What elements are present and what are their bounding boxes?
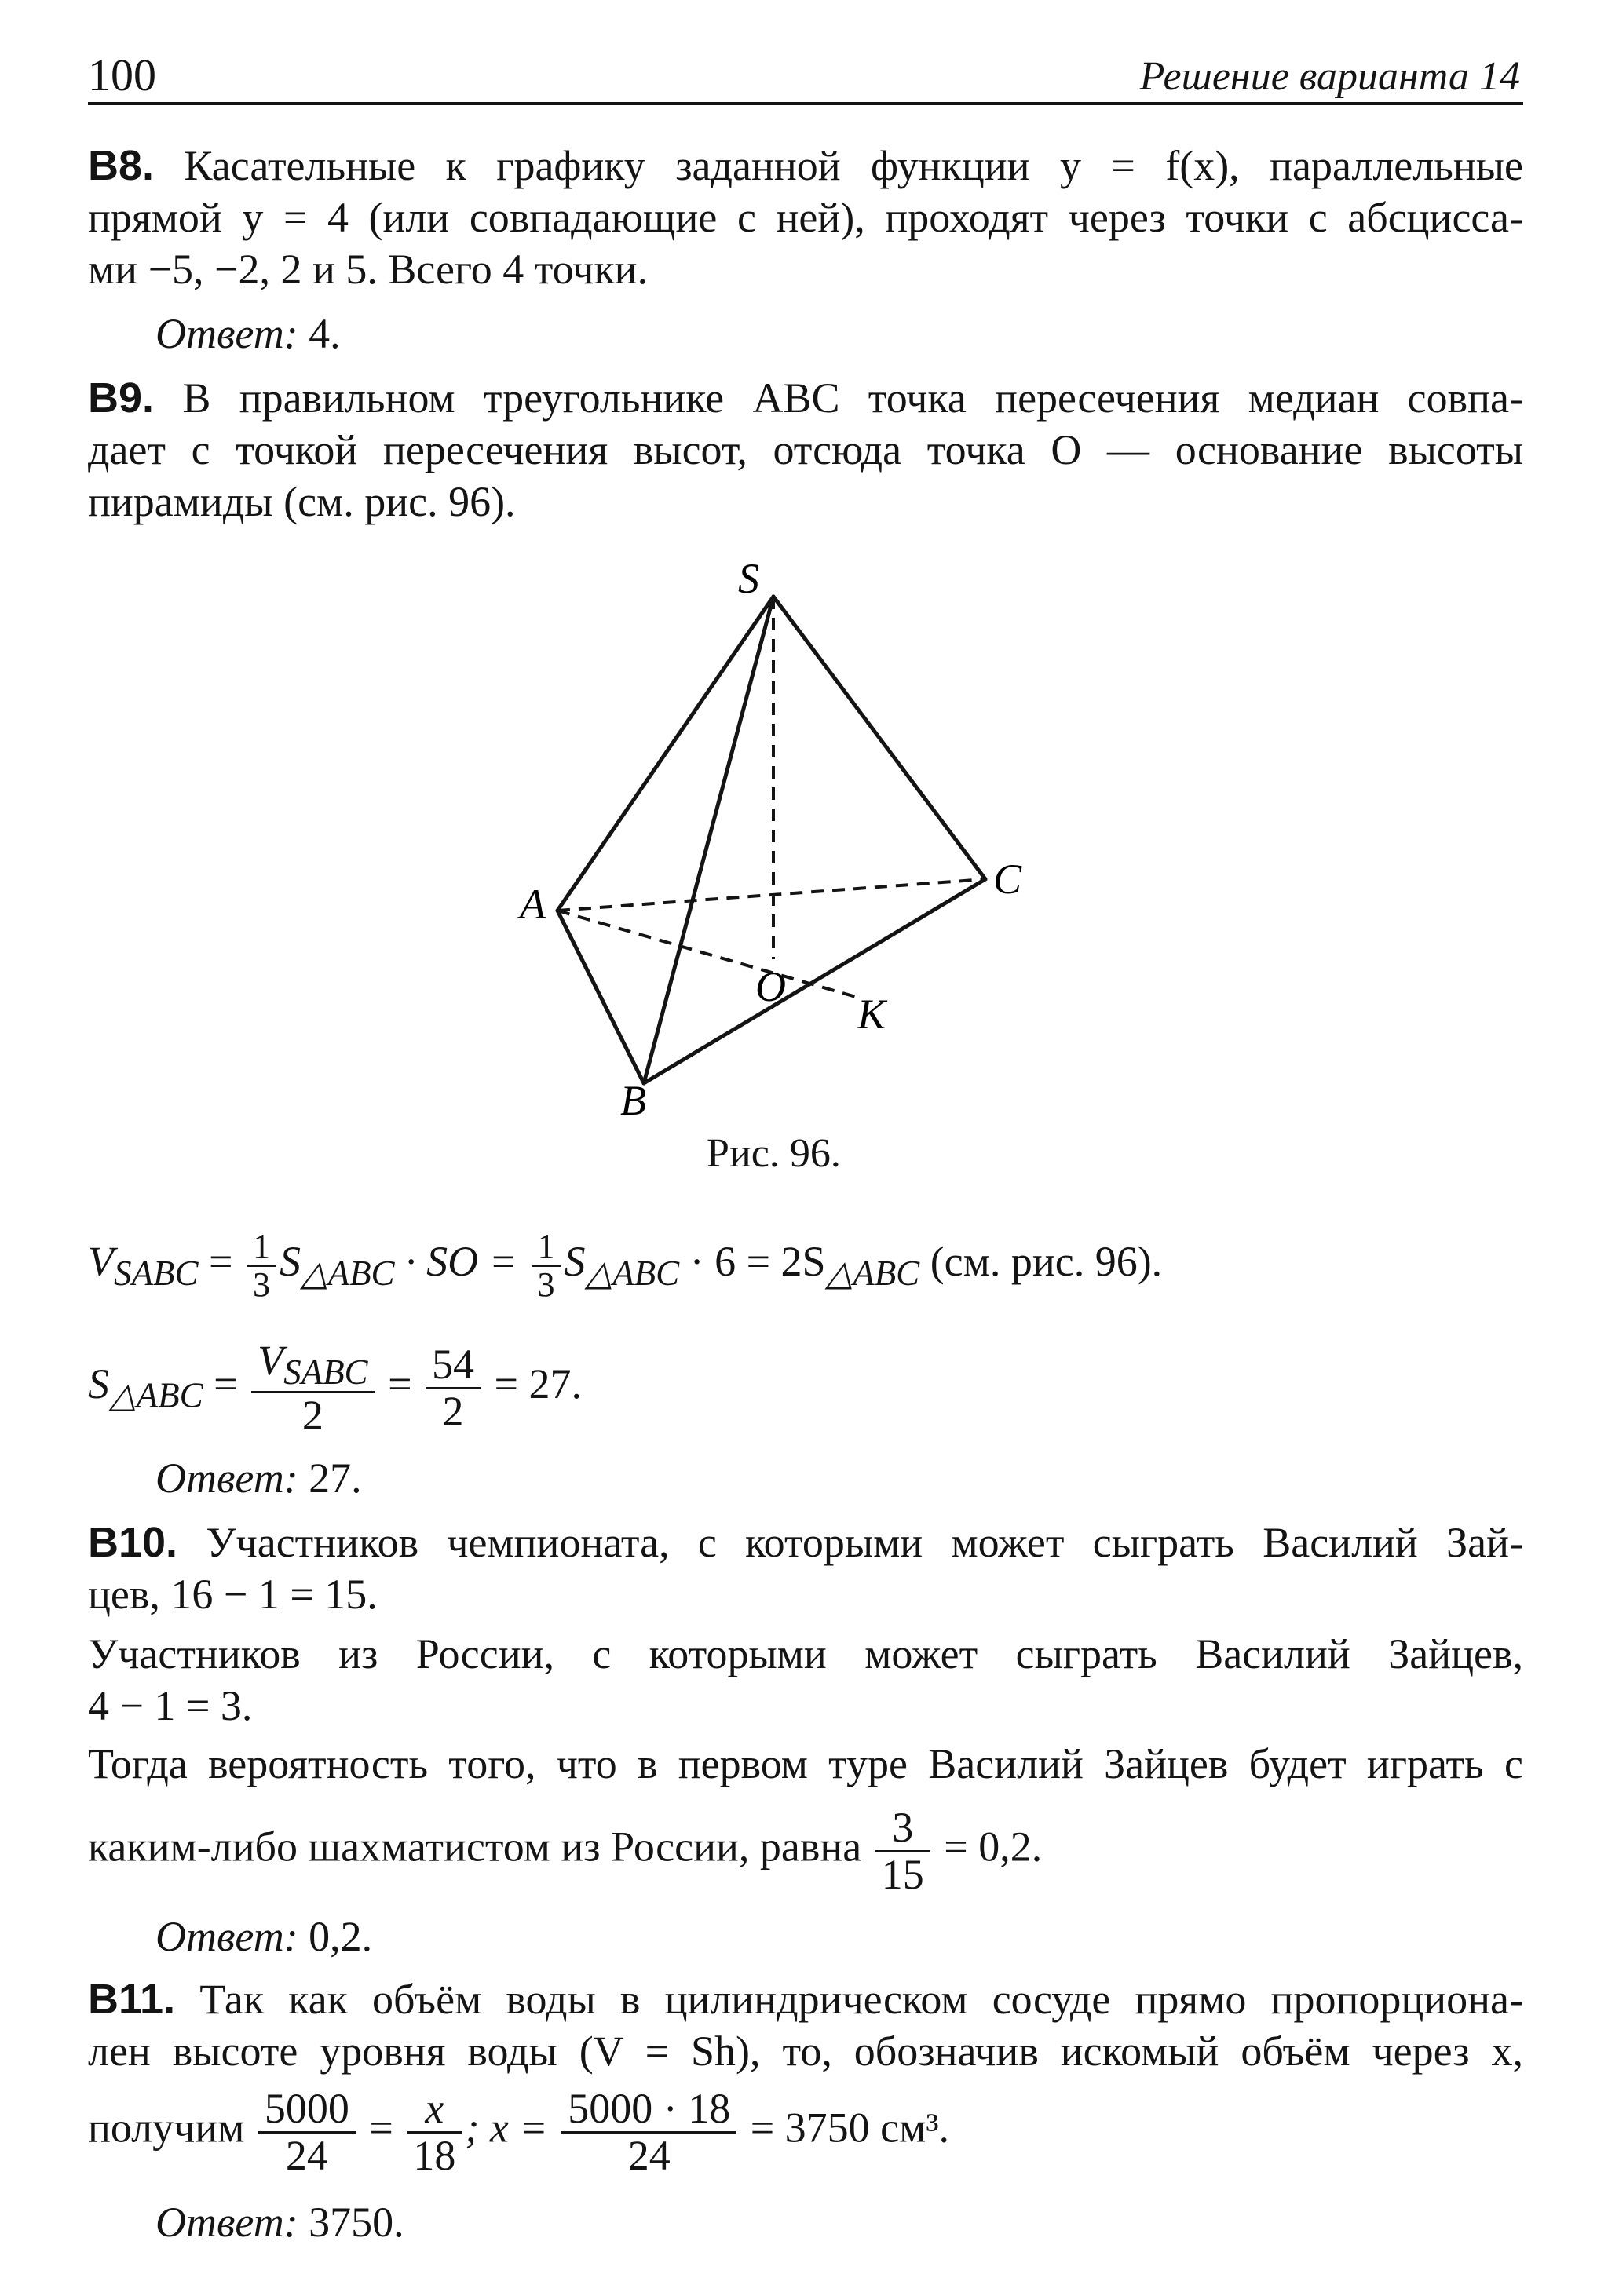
b11-frac-c: $\frac{5000 \cdot 18}{24}$: [561, 2086, 736, 2177]
b9-label: B9.: [88, 374, 155, 422]
f2-lhs: S: [88, 1360, 109, 1407]
f1-tail-sub: △ABC: [825, 1253, 920, 1293]
f2-result: = 27.: [494, 1360, 583, 1407]
b11-line-2: лен высоте уровня воды (V = Sh), то, обозначив искомый объём через x,: [88, 2028, 1523, 2075]
b10-line-3: Участников из России, с которыми может сыграть Василий Зайцев,: [88, 1630, 1523, 1677]
f1-term1: S: [279, 1238, 301, 1286]
f2-frac-b: $\frac{54}{2}$: [426, 1342, 481, 1433]
f2-eq-2: =: [388, 1360, 412, 1407]
b11-answer: [155, 2196, 404, 2248]
b11-mid: ; x =: [465, 2104, 548, 2152]
b11-line-1: [88, 1973, 1523, 2025]
b10-answer: [155, 1911, 372, 1962]
b8-answer-value: 4.: [309, 310, 341, 357]
f1-term1-sub: △ABC: [300, 1253, 395, 1293]
b10-line-6: [88, 1805, 1042, 1896]
edge-ab: [557, 911, 644, 1083]
median-ak: [557, 911, 856, 997]
b8-line-3: ми −5, −2, 2 и 5. Всего 4 точки.: [88, 246, 649, 293]
b9-answer: [155, 1452, 362, 1504]
f2-lhs-sub: △ABC: [109, 1375, 203, 1415]
b9-answer-label: Ответ:: [155, 1455, 298, 1502]
b8-answer: [155, 308, 341, 360]
b11-answer-value: 3750.: [309, 2199, 404, 2246]
b10-label: B10.: [88, 1519, 178, 1566]
f1-lhs: V: [88, 1238, 114, 1286]
edge-sb: [644, 597, 773, 1083]
b11-frac-a: $\frac{5000}{24}$: [258, 2086, 356, 2177]
b11-tail: = 3750 см³.: [750, 2104, 950, 2152]
b9-text-1: В правильном треугольнике ABC точка пересечения медиан совпа-: [182, 374, 1523, 422]
edge-bc: [644, 879, 985, 1083]
b8-line-2: прямой y = 4 (или совпадающие с ней), проходят через точки с абсцисса-: [88, 194, 1523, 241]
pyramid-figure: [502, 549, 1115, 1115]
f1-frac-a: $\frac{1}{3}$: [247, 1228, 276, 1303]
b8-line-1: [88, 140, 1523, 192]
b11-frac-b: $\frac{x}{18}$: [407, 2086, 462, 2177]
f1-tail: · 6 = 2S: [689, 1238, 826, 1286]
f1-eq: =: [209, 1238, 233, 1286]
b8-answer-label: Ответ:: [155, 310, 298, 357]
b9-formula-1: [88, 1228, 1162, 1303]
b10-answer-value: 0,2.: [309, 1913, 373, 1960]
label-s: S: [738, 555, 759, 602]
edge-ac-hidden: [557, 879, 985, 911]
b9-line-3: пирамиды (см. рис. 96).: [88, 478, 516, 525]
b10-frac: $\frac{3}{15}$: [875, 1805, 930, 1896]
f2-frac-a: $\frac{V_{SABC}}{2}$: [251, 1338, 375, 1438]
f2-eq: =: [214, 1360, 238, 1407]
edge-sa: [557, 597, 773, 911]
b10-line-1: [88, 1517, 1523, 1568]
label-k: K: [857, 991, 886, 1038]
b11-line-3-text: получим: [88, 2104, 245, 2152]
label-c: C: [993, 856, 1022, 903]
b10-line-5: Тогда вероятность того, что в первом туре Василий Зайцев будет играть с: [88, 1740, 1523, 1787]
b10-text-1: Участников чемпионата, с которыми может сыграть Василий Зай-: [206, 1519, 1523, 1566]
f1-mid: · SO =: [405, 1238, 518, 1286]
b8-text-1: Касательные к графику заданной функции y = f(x), параллельные: [184, 142, 1523, 189]
b10-line-4: 4 − 1 = 3.: [88, 1682, 253, 1729]
label-b: B: [620, 1077, 646, 1115]
b11-line-3: получим $\frac{5000}{24}$ = $\frac{x}{18}$ ; x = $\frac{5000 \cdot 18}{24}$ = 3750 см³.: [88, 2085, 950, 2179]
header-rule: [88, 102, 1523, 105]
b10-line-6-text: каким-либо шахматистом из России, равна: [88, 1823, 862, 1871]
running-title: Решение варианта 14: [1139, 54, 1520, 99]
f1-term2-sub: △ABC: [585, 1253, 680, 1293]
f1-term2: S: [564, 1238, 586, 1286]
b10-line-2: цев, 16 − 1 = 15.: [88, 1571, 378, 1618]
b11-answer-label: Ответ:: [155, 2199, 298, 2246]
page-number: 100: [88, 49, 156, 100]
b11-text-1: Так как объём воды в цилиндрическом сосуде прямо пропорциона-: [199, 1976, 1524, 2023]
f1-ref: (см. рис. 96).: [930, 1238, 1163, 1286]
b9-formula-2: [88, 1338, 582, 1438]
b9-line-2: дает с точкой пересечения высот, отсюда точка O — основание высоты: [88, 426, 1523, 473]
label-a: A: [520, 881, 546, 928]
figure-caption: Рис. 96.: [707, 1131, 841, 1176]
edge-sc: [773, 597, 985, 879]
b8-label: B8.: [88, 142, 155, 189]
b10-answer-label: Ответ:: [155, 1913, 298, 1960]
f1-frac-b: $\frac{1}{3}$: [532, 1228, 561, 1303]
b10-line-6-tail: = 0,2.: [944, 1823, 1043, 1871]
label-o: O: [755, 963, 786, 1010]
f1-lhs-sub: SABC: [114, 1253, 199, 1293]
b9-line-1: [88, 372, 1523, 424]
b9-answer-value: 27.: [309, 1455, 362, 1502]
b11-label: B11.: [88, 1976, 176, 2023]
